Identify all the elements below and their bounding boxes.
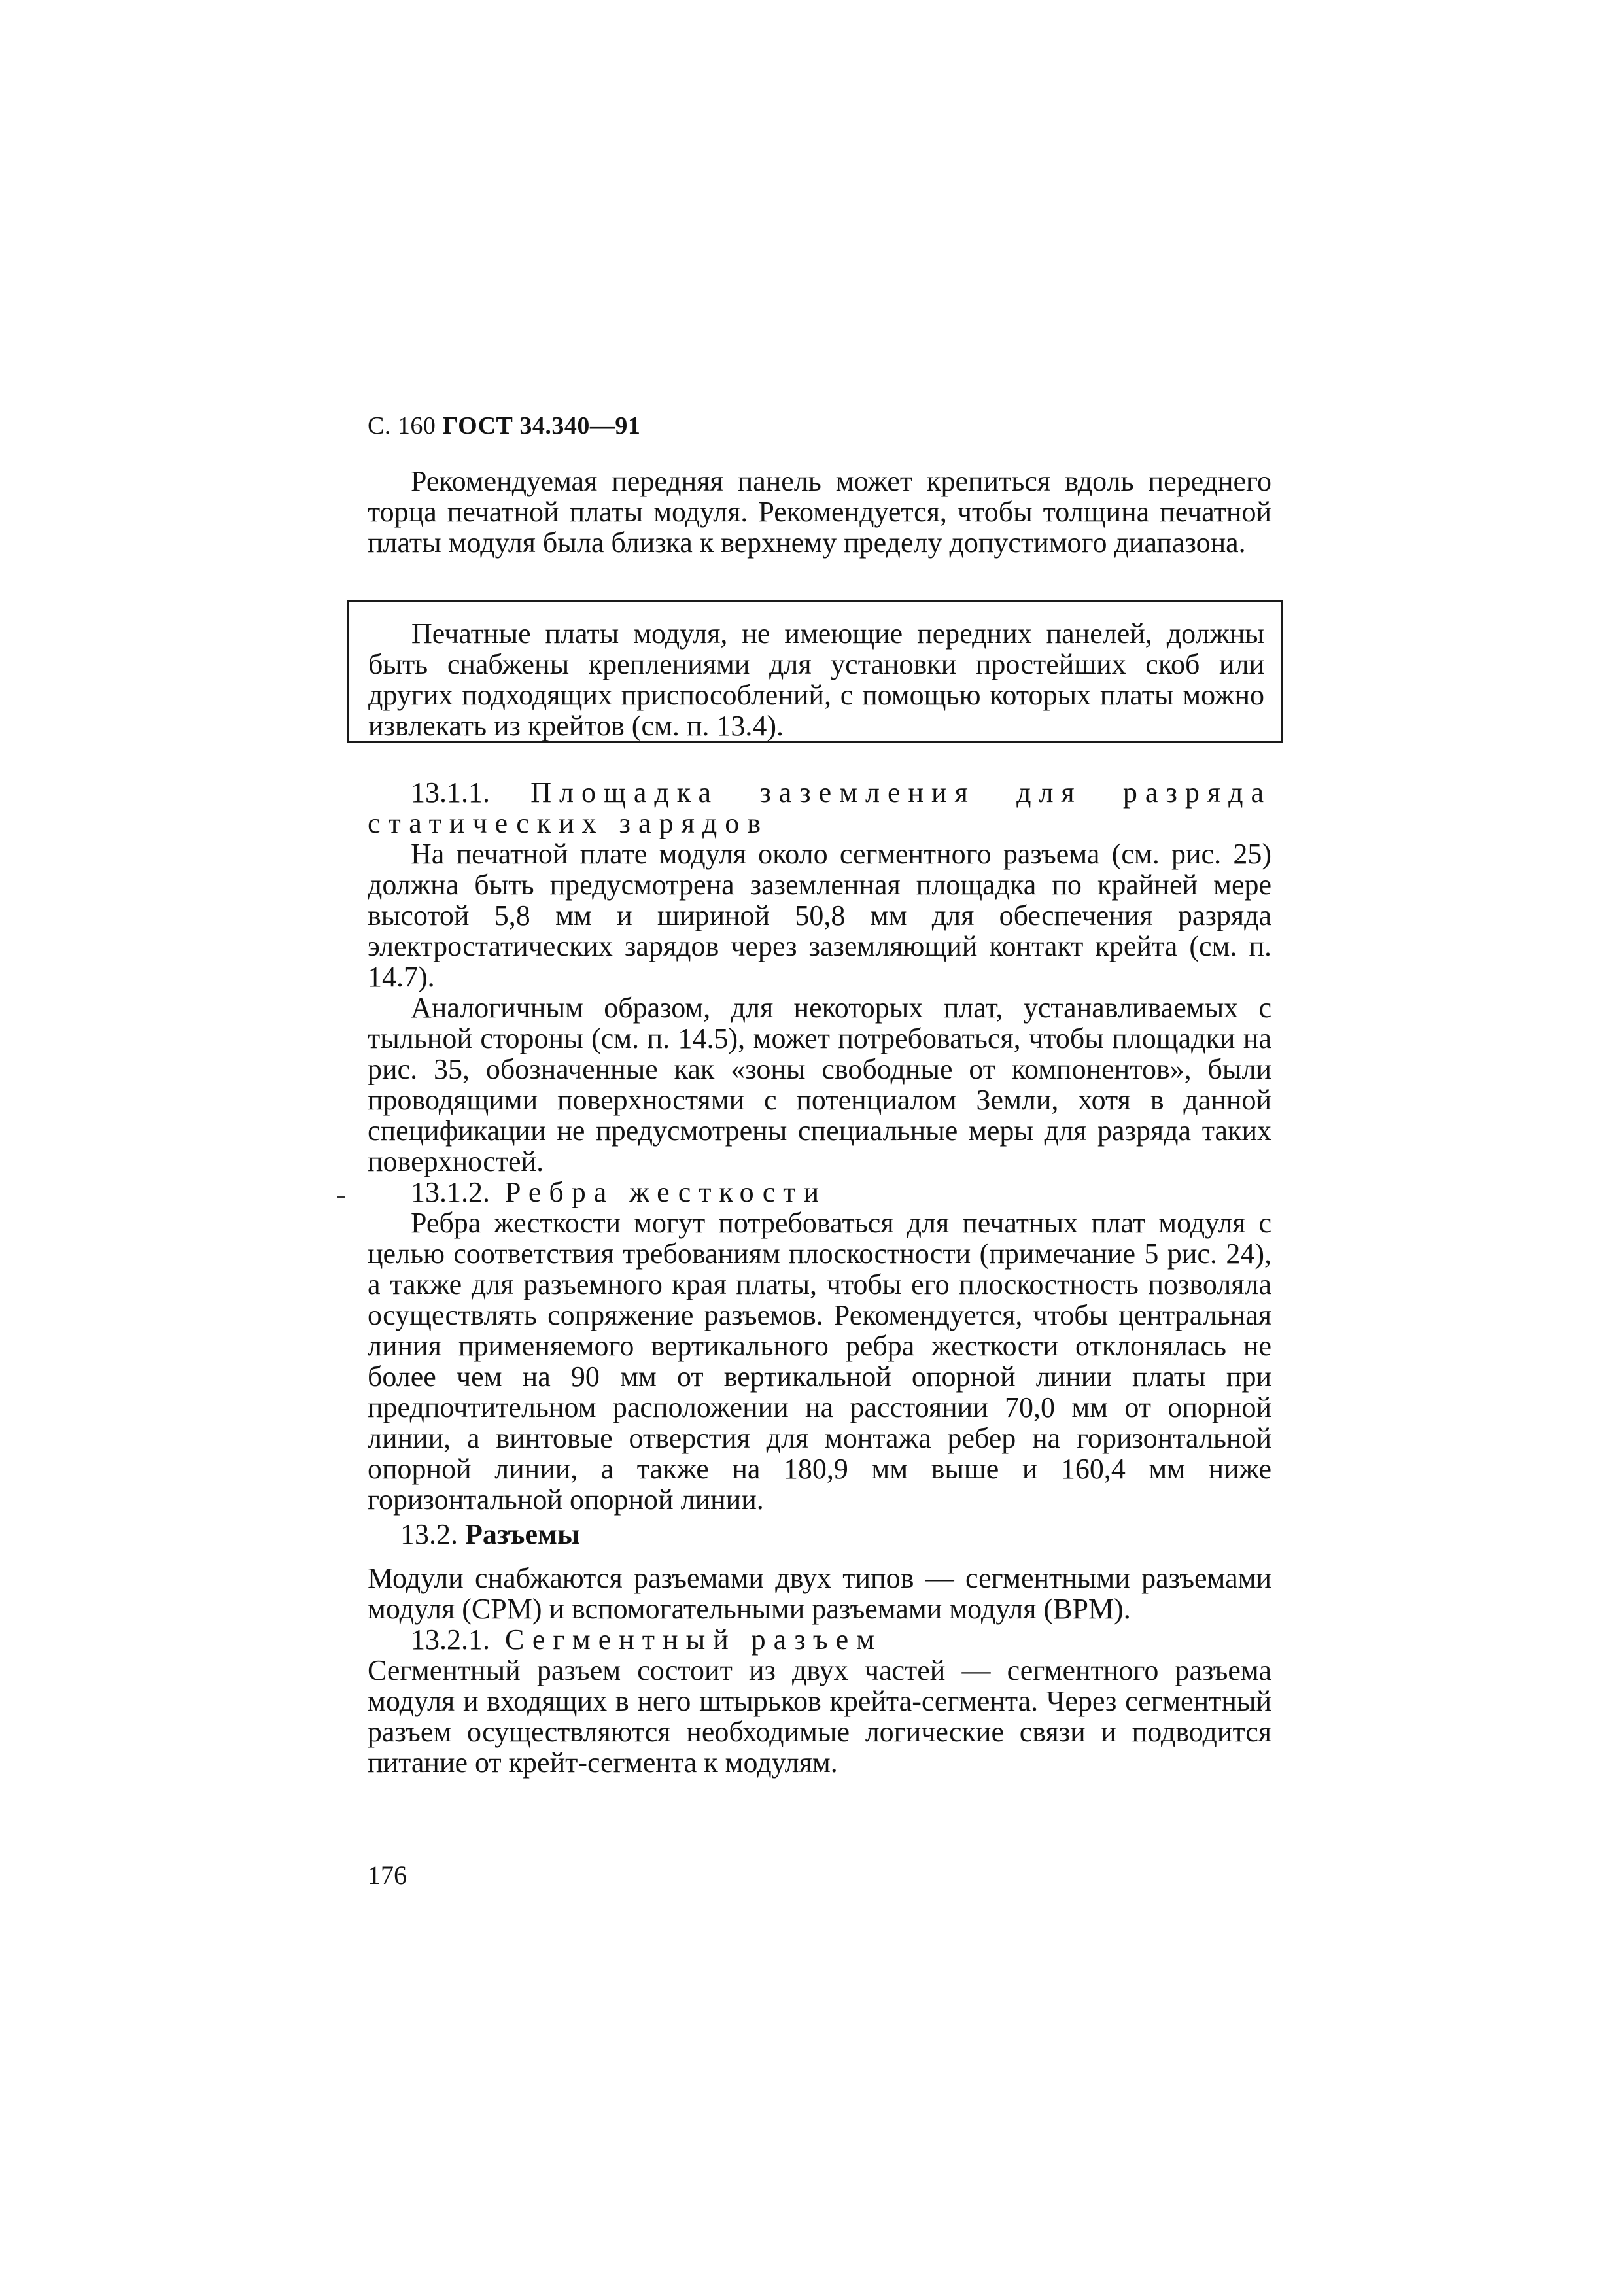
clause-13-2-1-heading bbox=[368, 1624, 1271, 1655]
section-13-2-number: 13.2. bbox=[400, 1518, 458, 1550]
section-13-2-heading bbox=[368, 1519, 1271, 1550]
running-header bbox=[368, 411, 640, 441]
note-text: Печатные платы модуля, не имеющие передних панелей, должны быть снабжены креплениями для установки простейших скоб или других подходящих приспособлений, с помощью которых платы можно извлекать из крейтов (см. п. 13.4). bbox=[368, 617, 1264, 742]
page-label: С. 160 bbox=[368, 412, 436, 440]
clause-13-1-1-number: 13.1.1. bbox=[411, 776, 490, 809]
clause-13-2-1-title: Сегментный разъем bbox=[505, 1624, 882, 1656]
note-box bbox=[347, 600, 1283, 743]
clause-13-2-1-paragraph: Сегментный разъем состоит из двух частей — сегментного разъема модуля и входящих в него штырьков крейта-сегмента. Через сегментный разъем осуществляются необходимые логические связи и подводится питание от крейт-сегмента к модулям. bbox=[368, 1654, 1271, 1779]
margin-mark bbox=[337, 1196, 345, 1198]
clause-13-2-1-number: 13.2.1. bbox=[411, 1624, 490, 1656]
standard-designation: ГОСТ 34.340—91 bbox=[442, 412, 641, 440]
clause-13-1-2-paragraph: Ребра жесткости могут потребоваться для печатных плат модуля с целью соответствия требованиям плоскостности (примечание 5 рис. 24), а также для разъемного края платы, чтобы его плоскостность позволяла осуществлять сопряжение разъемов. Рекомендуется, чтобы центральная линия применяемого вертикального ребра жесткости отклонялась не более чем на 90 мм от вертикальной опорной линии платы при предпочтительном расположении на расстоянии 70,0 мм от опорной линии, а винтовые отверстия для монтажа ребер на горизонтальной опорной линии, а также на 180,9 мм выше и 160,4 мм ниже горизонтальной опорной линии. bbox=[368, 1207, 1271, 1516]
clause-13-1-1-paragraph-1: На печатной плате модуля около сегментного разъема (см. рис. 25) должна быть предусмотрена заземленная площадка по крайней мере высотой 5,8 мм и шириной 50,8 мм для обеспечения разряда электростатических зарядов через заземляющий контакт крейта (см. п. 14.7). bbox=[368, 838, 1271, 993]
intro-paragraph: Рекомендуемая передняя панель может крепиться вдоль переднего торца печатной платы модуля. Рекомендуется, чтобы толщина печатной платы модуля была близка к верхнему пределу допустимого диапазона. bbox=[368, 465, 1271, 559]
page-number: 176 bbox=[368, 1860, 407, 1890]
clause-13-1-1-title: Площадка заземления для разряда статических зарядов bbox=[368, 776, 1271, 839]
clause-13-1-2-number: 13.1.2. bbox=[411, 1176, 490, 1208]
section-13-2-paragraph: Модули снабжаются разъемами двух типов — сегментными разъемами модуля (СРМ) и вспомогательными разъемами модуля (ВРМ). bbox=[368, 1562, 1271, 1625]
clause-13-1-1-paragraph-2: Аналогичным образом, для некоторых плат, устанавливаемых с тыльной стороны (см. п. 14.5), может потребоваться, чтобы площадки на рис. 35, обозначенные как «зоны свободные от компонентов», были проводящими поверхностями с потенциалом Земли, хотя в данной спецификации не предусмотрены специальные меры для разряда таких поверхностей. bbox=[368, 992, 1271, 1177]
clause-13-1-1 bbox=[368, 777, 1271, 1515]
section-13-2-title: Разъемы bbox=[465, 1518, 580, 1550]
section-13-2 bbox=[368, 1519, 1271, 1778]
intro-block bbox=[368, 466, 1271, 558]
clause-13-1-2-title: Ребра жесткости bbox=[505, 1176, 827, 1208]
clause-13-1-2-heading bbox=[368, 1177, 1271, 1208]
clause-13-1-1-heading bbox=[368, 777, 1271, 839]
